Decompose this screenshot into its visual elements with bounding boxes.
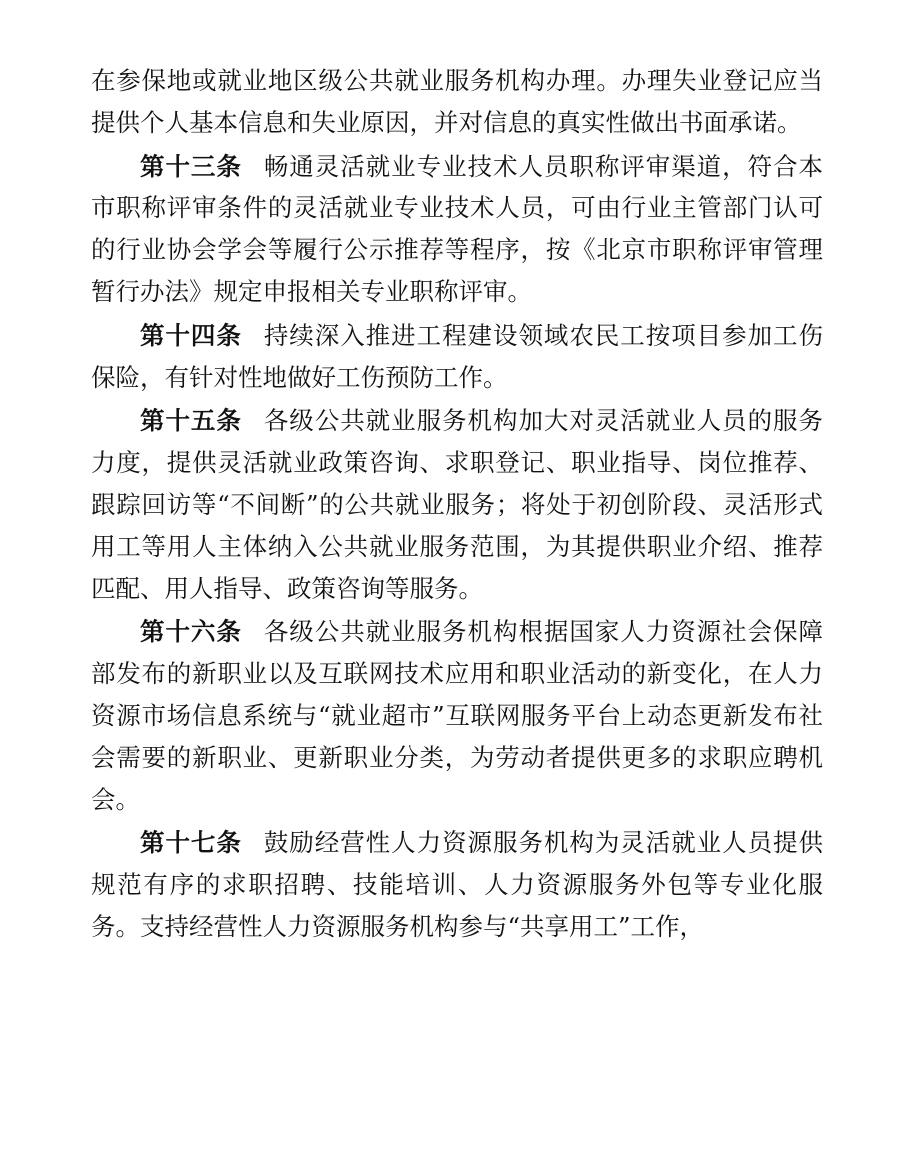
article-text: 畅通灵活就业专业技术人员职称评审渠道，符合本市职称评审条件的灵活就业专业技术人员，可由行业主管部门认可的行业协会学会等履行公示推荐等程序，按《北京市职称评审管理暂行办法》规定申报相关专业职称评审。 — [91, 151, 824, 306]
article-text: 持续深入推进工程建设领域农民工按项目参加工伤保险，有针对性地做好工伤预防工作。 — [91, 320, 824, 392]
article-15 — [91, 400, 823, 609]
article-text: 鼓励经营性人力资源服务机构为灵活就业人员提供规范有序的求职招聘、技能培训、人力资源服务外包等专业化服务。支持经营性人力资源服务机构参与“共享用工”工作， — [91, 828, 824, 941]
article-17 — [91, 822, 823, 947]
article-number: 第十五条 — [140, 406, 242, 436]
document-page — [91, 60, 823, 950]
article-number: 第十四条 — [140, 320, 242, 350]
article-13 — [91, 146, 823, 313]
article-number: 第十六条 — [140, 617, 242, 647]
article-text: 各级公共就业服务机构加大对灵活就业人员的服务力度，提供灵活就业政策咨询、求职登记、职业指导、岗位推荐、跟踪回访等“不间断”的公共就业服务；将处于初创阶段、灵活形式用工等用人主体纳入公共就业服务范围，为其提供职业介绍、推荐匹配、用人指导、政策咨询等服务。 — [91, 406, 824, 603]
article-number: 第十七条 — [140, 828, 242, 858]
article-14 — [91, 315, 823, 399]
paragraph-continuation — [91, 60, 823, 144]
article-16 — [91, 611, 823, 820]
article-number: 第十三条 — [140, 151, 242, 181]
article-text: 各级公共就业服务机构根据国家人力资源社会保障部发布的新职业以及互联网技术应用和职业活动的新变化，在人力资源市场信息系统与“就业超市”互联网服务平台上动态更新发布社会需要的新职业、更新职业分类，为劳动者提供更多的求职应聘机会。 — [91, 617, 824, 814]
paragraph-text: 在参保地或就业地区级公共就业服务机构办理。办理失业登记应当提供个人基本信息和失业原因，并对信息的真实性做出书面承诺。 — [91, 66, 823, 137]
